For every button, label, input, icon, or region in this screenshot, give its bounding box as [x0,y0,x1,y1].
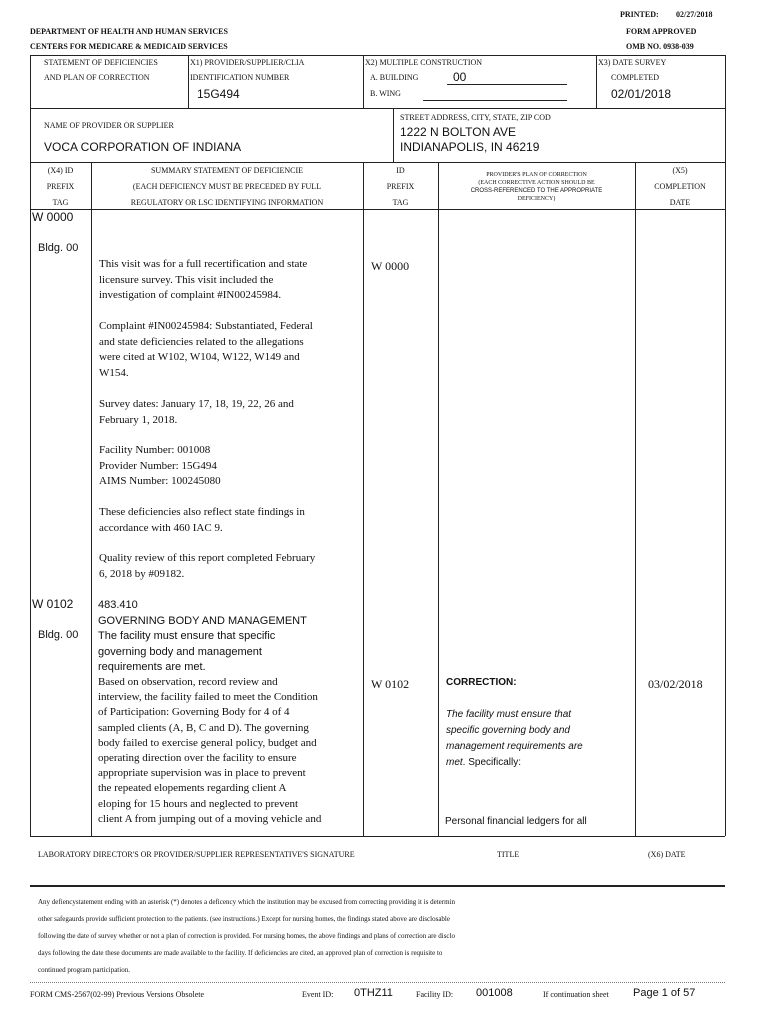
disclaimer: Any defiencystatement ending with an asterisk (*) denotes a deficency which the institution may be excused from correcting providing it is determin other safegaurds provide sufficient protection to the patients. (see instructions.) Except for nursing homes, the findings stated above are disclosable following the date of survey whether or not a plan of correction is provided. For nursing homes, the above findings and plans of correction are disclo days following the date these documents are made available to the facility. If deficiencies are cited, an approved plan of correction is requisite to continued program participation. [38,898,455,974]
footer-rule [30,982,725,983]
plan-header-2: (EACH CORRECTIVE ACTION SHOULD BE [478,180,595,186]
correction-continuation: Personal financial ledgers for all [445,816,587,827]
building-label: A. BUILDING [370,73,419,82]
entry-1-paragraph-2: Complaint #IN00245984: Substantiated, Federal and state deficiencies related to the allegations were cited at W102, W104, W122, W149 and W154. [99,320,313,379]
provider-id-value: 15G494 [197,87,240,101]
printed-date: 02/27/2018 [676,10,713,19]
id-header-3: TAG [392,198,409,207]
entry-2-building: Bldg. 00 [38,629,79,641]
summary-header-3: REGULATORY OR LSC IDENTIFYING INFORMATION [130,198,324,207]
x4-header-2: PREFIX [46,182,75,191]
x4-header-3: TAG [52,198,69,207]
entry-2-findings: Based on observation, record review and interview, the facility failed to meet the Condition of Participation: Governing Body for 4 of 4 sampled clients (A, B, C and D). The governing body failed to exercise general policy, budget and operating direction over the facility to ensure appropriate supervision was in place to prevent the repeated elopements regarding client A eloping for 15 hours and neglected to prevent client A from jumping out of a moving vehicle and [98,676,322,825]
entry-1-prefix-tag: W 0000 [32,210,74,224]
wing-label: B. WING [370,89,401,98]
statement-label-2: AND PLAN OF CORRECTION [44,73,150,82]
entry-1-id-tag: W 0000 [371,259,410,273]
building-value: 00 [453,70,467,84]
entry-2-heading: 483.410 GOVERNING BODY AND MANAGEMENT The facility must ensure that specific governing body and management requirements are met. [98,599,307,674]
event-id-value: 0THZ11 [354,987,393,999]
x4-header-1: (X4) ID [47,166,74,175]
provider-name-value: VOCA CORPORATION OF INDIANA [44,140,242,154]
page-number: Page 1 of 57 [633,987,696,999]
x1-label-1: X1) PROVIDER/SUPPLIER/CLIA [190,58,305,67]
correction-text: The facility must ensure that specific governing body and management requirements are met. Specifically: [446,709,583,768]
address-line-1: 1222 N BOLTON AVE [400,125,517,139]
address-line-2: INDIANAPOLIS, IN 46219 [400,140,540,154]
correction-label: CORRECTION: [446,677,517,688]
statement-label-1: STATEMENT OF DEFICIENCIES [44,58,158,67]
id-header-1: ID [396,166,405,175]
address-label: STREET ADDRESS, CITY, STATE, ZIP COD [400,113,551,122]
facility-id-label: Facility ID: [416,990,454,999]
entry-1-paragraph-6: Quality review of this report completed February 6, 2018 by #09182. [99,552,316,580]
plan-header-3: CROSS-REFERENCED TO THE APPROPRIATE [470,188,603,194]
summary-header-1: SUMMARY STATEMENT OF DEFICIENCIE [150,166,304,175]
survey-completed-date: 02/01/2018 [611,87,672,101]
centers-name: CENTERS FOR MEDICARE & MEDICAID SERVICES [30,42,228,51]
omb-number: OMB NO. 0938-039 [626,42,694,51]
id-header-2: PREFIX [386,182,415,191]
entry-1-paragraph-1: This visit was for a full recertification and state licensure survey. This visit included the investigation of complaint #IN00245984. [99,258,308,301]
form-approved: FORM APPROVED [626,27,697,36]
entry-1-paragraph-5: These deficiencies also reflect state findings in accordance with 460 IAC 9. [99,506,305,534]
plan-header-4: DEFICIENCY) [517,196,556,202]
summary-header-2: (EACH DEFICIENCY MUST BE PRECEDED BY FULL [132,182,322,191]
entry-2-id-tag: W 0102 [371,677,410,691]
completion-date: 03/02/2018 [648,677,703,691]
form-number: FORM CMS-2567(02-99) Previous Versions Obsolete [30,990,205,999]
x1-label-2: IDENTIFICATION NUMBER [190,73,290,82]
x5-header-1: (X5) [672,166,688,175]
x5-header-3: DATE [669,198,691,207]
signature-label: LABORATORY DIRECTOR'S OR PROVIDER/SUPPLIER REPRESENTATIVE'S SIGNATURE [38,850,355,859]
x5-header-2: COMPLETION [654,182,706,191]
department-name: DEPARTMENT OF HEALTH AND HUMAN SERVICES [30,27,228,36]
entry-2-prefix-tag: W 0102 [32,597,74,611]
entry-1-building: Bldg. 00 [38,242,79,254]
plan-header-1: PROVIDER'S PLAN OF CORRECTION [486,172,587,178]
facility-id-value: 001008 [476,987,513,999]
title-label: TITLE [497,850,520,859]
x3-label-2: COMPLETED [611,73,659,82]
x2-label: X2) MULTIPLE CONSTRUCTION [365,58,483,67]
x3-label-1: X3) DATE SURVEY [598,58,667,67]
provider-name-label: NAME OF PROVIDER OR SUPPLIER [44,121,174,130]
printed-label: PRINTED: [620,10,659,19]
continuation-label: If continuation sheet [543,990,609,999]
entry-1-paragraph-3: Survey dates: January 17, 18, 19, 22, 26 and February 1, 2018. [99,398,294,426]
date-label: (X6) DATE [648,850,686,859]
event-id-label: Event ID: [302,990,334,999]
entry-1-paragraph-4: Facility Number: 001008 Provider Number: 15G494 AIMS Number: 100245080 [99,444,221,487]
